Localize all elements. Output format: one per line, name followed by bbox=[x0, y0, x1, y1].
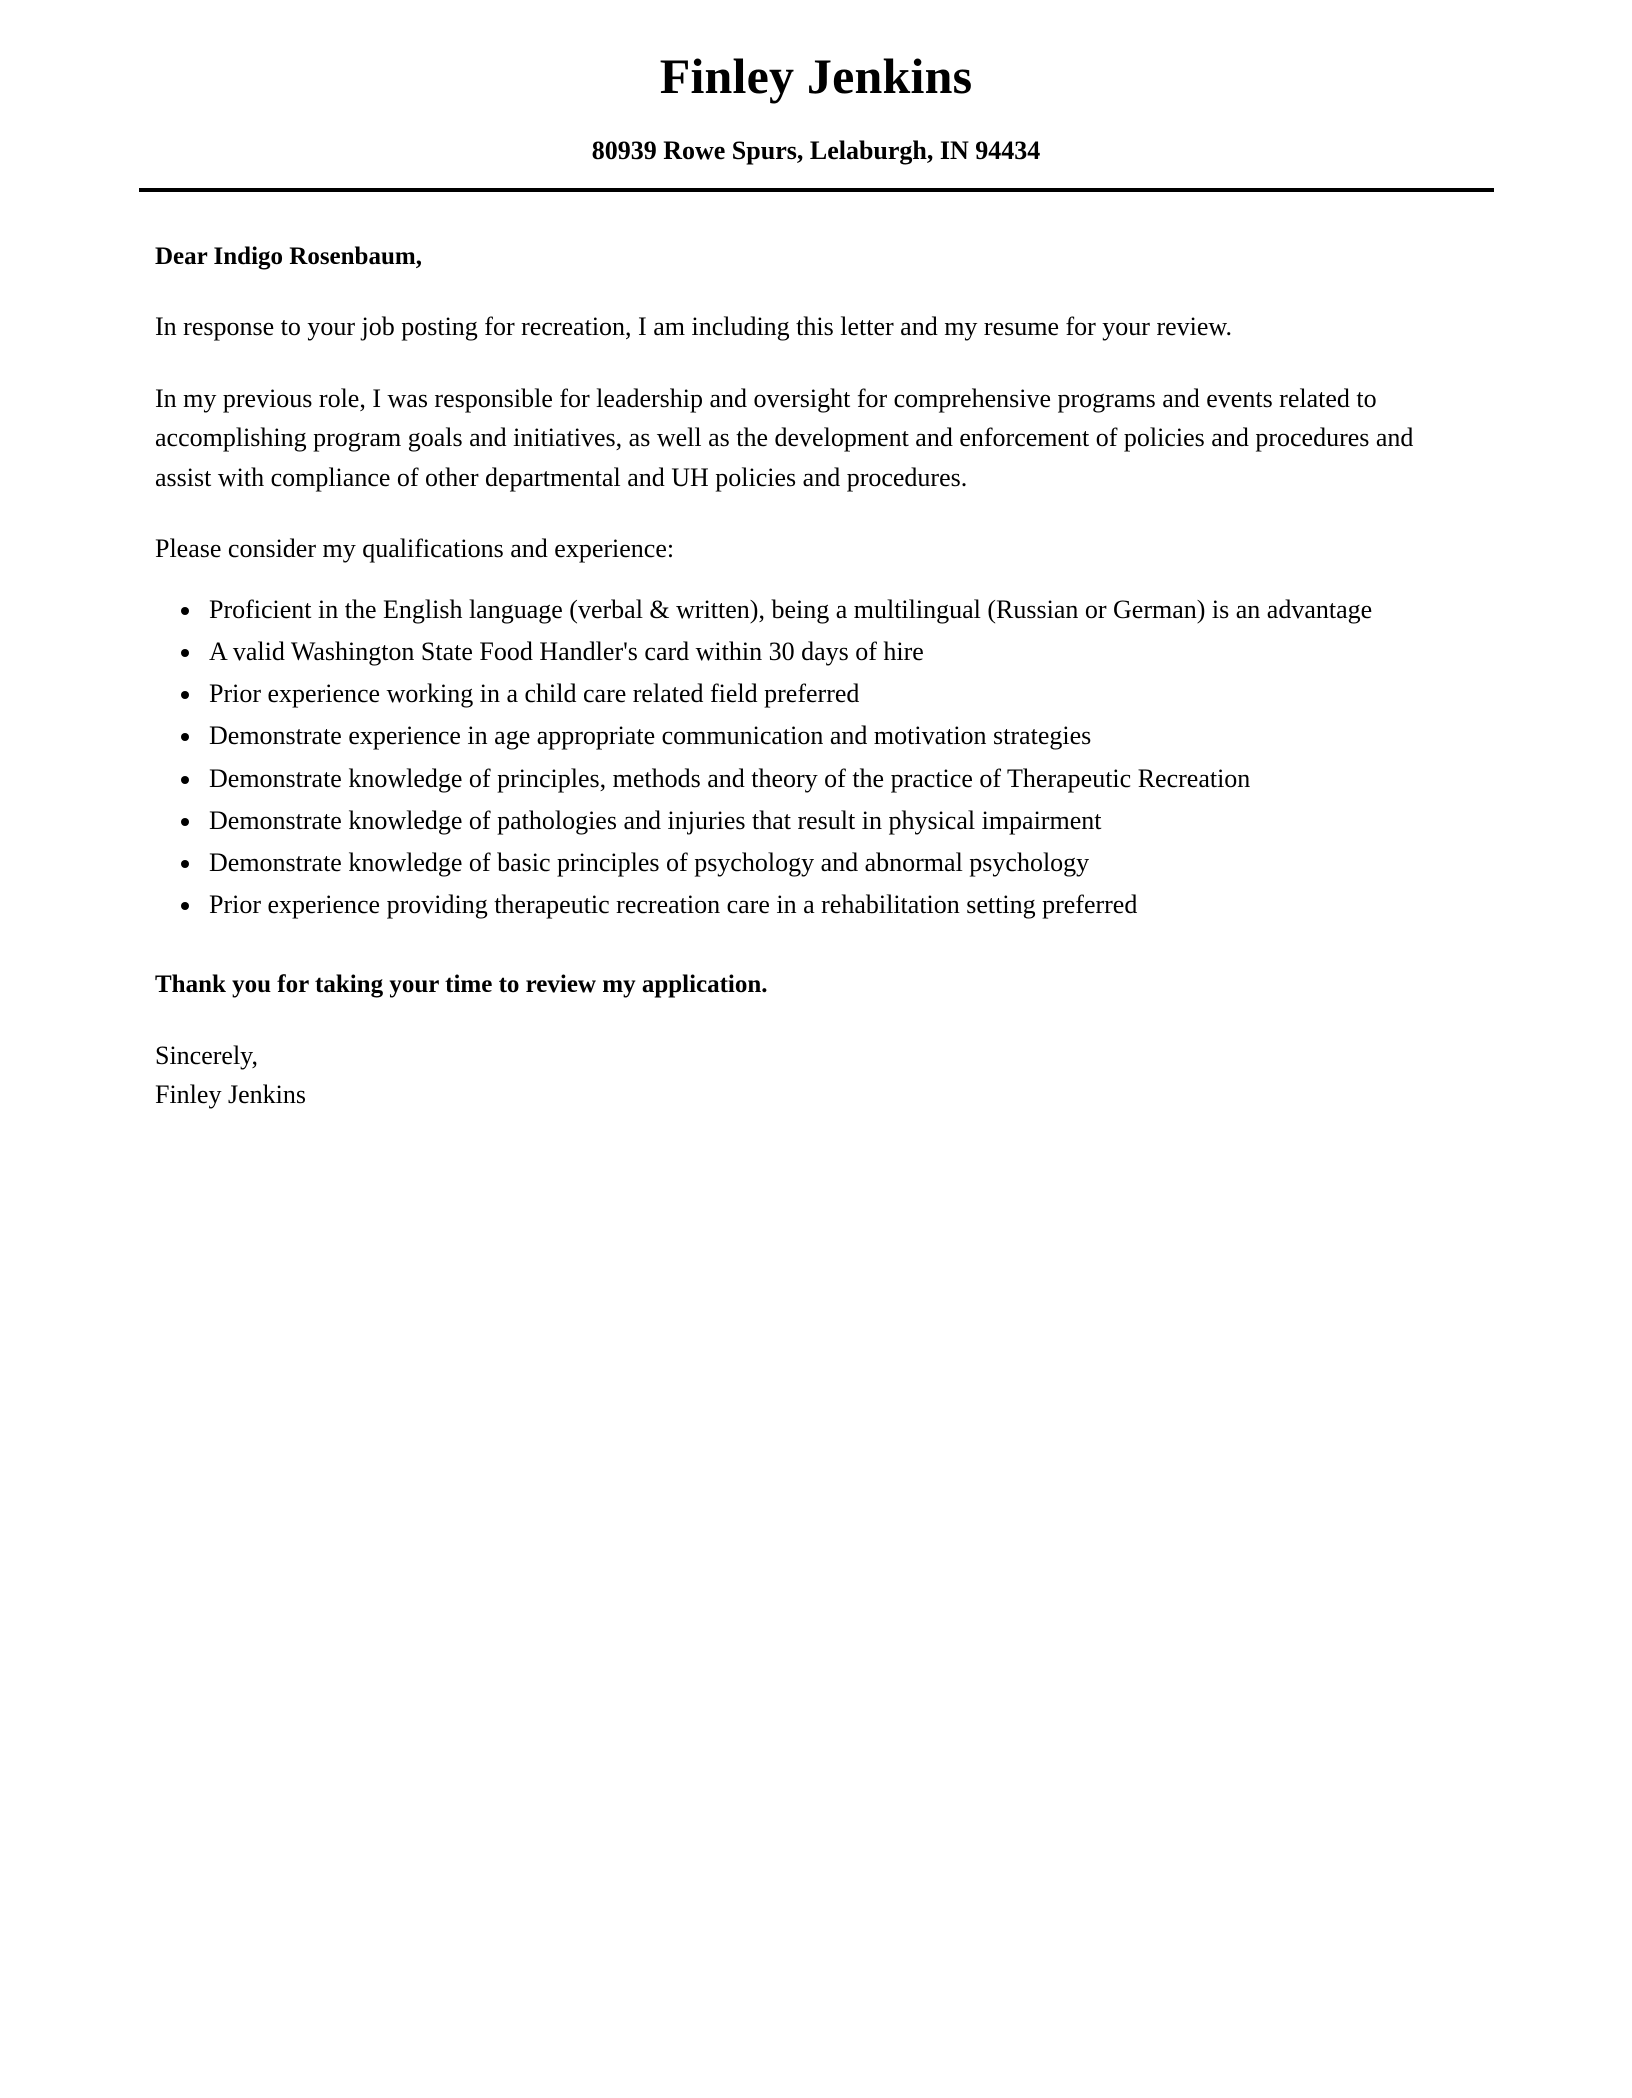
qualifications-list bbox=[155, 591, 1464, 923]
signature-name: Finley Jenkins bbox=[155, 1080, 306, 1110]
thank-you-line: Thank you for taking your time to review my application. bbox=[155, 971, 768, 999]
list-item: • Prior experience providing therapeutic recreation care in a rehabilitation setting preferred bbox=[203, 886, 1464, 923]
list-item: • A valid Washington State Food Handler's card within 30 days of hire bbox=[203, 633, 1464, 670]
body-paragraph-2: In my previous role, I was responsible for leadership and oversight for comprehensive programs and events related to accomplishing program goals and initiatives, as well as the development and enforcement of policies and procedures and assist with compliance of other departmental and UH policies and procedures. bbox=[155, 383, 1414, 492]
valediction: Sincerely, bbox=[155, 1041, 258, 1071]
list-item: • Demonstrate experience in age appropriate communication and motivation strategies bbox=[203, 717, 1464, 754]
list-item: • Demonstrate knowledge of pathologies and injuries that result in physical impairment bbox=[203, 802, 1464, 839]
applicant-name: Finley Jenkins bbox=[659, 48, 973, 104]
header-divider bbox=[139, 188, 1494, 192]
qualifications-intro: Please consider my qualifications and experience: bbox=[155, 534, 675, 564]
letter-header bbox=[0, 0, 1632, 192]
letter-body bbox=[0, 240, 1632, 1115]
applicant-address: 80939 Rowe Spurs, Lelaburgh, IN 94434 bbox=[591, 135, 1041, 165]
letter-closing bbox=[155, 1036, 1464, 1114]
list-item: • Demonstrate knowledge of basic principles of psychology and abnormal psychology bbox=[203, 844, 1464, 881]
list-item: • Prior experience working in a child care related field preferred bbox=[203, 675, 1464, 712]
salutation: Dear Indigo Rosenbaum, bbox=[155, 242, 422, 270]
list-item: • Demonstrate knowledge of principles, methods and theory of the practice of Therapeutic Recreation bbox=[203, 760, 1464, 797]
body-paragraph-1: In response to your job posting for recreation, I am including this letter and my resume for your review. bbox=[155, 312, 1233, 342]
list-item: • Proficient in the English language (verbal & written), being a multilingual (Russian or German) is an advantage bbox=[203, 591, 1464, 628]
